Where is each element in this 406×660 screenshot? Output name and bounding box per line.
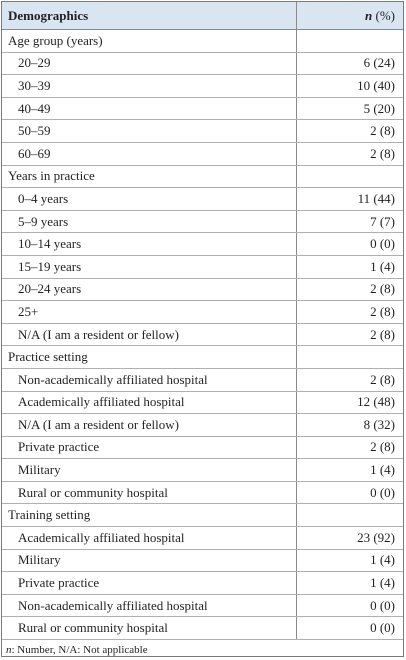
table-row [2,120,403,143]
row-value: 2 (8) [296,323,403,346]
row-value: 6 (24) [296,52,403,75]
row-label: N/A (I am a resident or fellow) [2,414,296,437]
row-label: 0–4 years [2,188,296,211]
row-label: Academically affiliated hospital [2,527,296,550]
row-value: 5 (20) [296,97,403,120]
row-label: Rural or community hospital [2,617,296,640]
row-label: Military [2,549,296,572]
row-label: 20–24 years [2,278,296,301]
table-row [2,278,403,301]
row-label: 15–19 years [2,255,296,278]
table-row [2,210,403,233]
header-percent-label: (%) [372,8,395,23]
table-body [2,30,403,660]
table-row [2,323,403,346]
row-value: 2 (8) [296,278,403,301]
row-value: 0 (0) [296,481,403,504]
row-label: 20–29 [2,52,296,75]
row-value: 8 (32) [296,414,403,437]
table-row [2,301,403,324]
footnote-row [2,640,403,660]
section-value-empty [296,30,403,53]
row-value: 2 (8) [296,120,403,143]
row-value: 11 (44) [296,188,403,211]
table-row [2,617,403,640]
row-label: Non-academically affiliated hospital [2,594,296,617]
row-label: 25+ [2,301,296,324]
section-title: Training setting [2,504,296,527]
row-value: 1 (4) [296,255,403,278]
table-row [2,52,403,75]
row-value: 7 (7) [296,210,403,233]
row-value: 12 (48) [296,391,403,414]
table-row [2,142,403,165]
table-row [2,414,403,437]
row-value: 2 (8) [296,142,403,165]
section-value-empty [296,504,403,527]
section-row [2,165,403,188]
table-row [2,527,403,550]
section-row [2,504,403,527]
row-label: Private practice [2,572,296,595]
section-title: Practice setting [2,346,296,369]
row-value: 1 (4) [296,572,403,595]
table-row [2,255,403,278]
section-value-empty [296,165,403,188]
demographics-table-container [1,1,404,657]
row-label: 40–49 [2,97,296,120]
row-label: Military [2,459,296,482]
section-value-empty [296,346,403,369]
row-value: 2 (8) [296,301,403,324]
row-label: 10–14 years [2,233,296,256]
table-row [2,75,403,98]
table-row [2,368,403,391]
row-value: 1 (4) [296,459,403,482]
row-value: 2 (8) [296,368,403,391]
row-label: 60–69 [2,142,296,165]
row-value: 23 (92) [296,527,403,550]
table-row [2,97,403,120]
table-row [2,459,403,482]
footnote [2,640,403,660]
table-row [2,391,403,414]
footnote-n-symbol: n [6,644,12,656]
table-row [2,594,403,617]
table-row [2,572,403,595]
table-row [2,549,403,572]
row-label: 30–39 [2,75,296,98]
row-label: 5–9 years [2,210,296,233]
section-title: Age group (years) [2,30,296,53]
table-header-row [2,2,403,30]
row-label: Non-academically affiliated hospital [2,368,296,391]
row-value: 0 (0) [296,594,403,617]
section-title: Years in practice [2,165,296,188]
header-n-percent [296,2,403,30]
section-row [2,346,403,369]
row-value: 10 (40) [296,75,403,98]
row-value: 0 (0) [296,617,403,640]
table-row [2,188,403,211]
row-label: Academically affiliated hospital [2,391,296,414]
table-row [2,233,403,256]
row-label: N/A (I am a resident or fellow) [2,323,296,346]
row-label: 50–59 [2,120,296,143]
table-row [2,436,403,459]
row-value: 0 (0) [296,233,403,256]
table-row [2,481,403,504]
demographics-table [2,2,403,660]
row-value: 1 (4) [296,549,403,572]
row-value: 2 (8) [296,436,403,459]
footnote-text: : Number, N/A: Not applicable [12,644,148,656]
row-label: Private practice [2,436,296,459]
section-row [2,30,403,53]
row-label: Rural or community hospital [2,481,296,504]
header-demographics: Demographics [2,2,296,30]
header-n-symbol: n [365,8,372,23]
